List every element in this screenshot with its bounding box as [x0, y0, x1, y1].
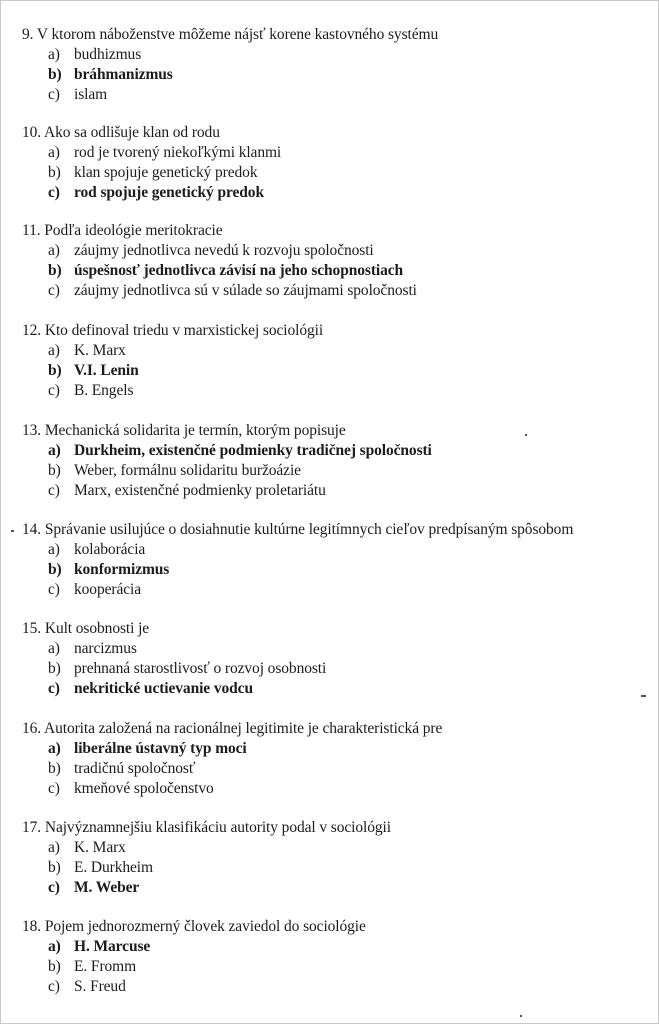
option-letter: b) [48, 660, 61, 677]
answer-option [48, 779, 214, 799]
option-letter: b) [48, 958, 61, 975]
answer-option-correct [48, 261, 403, 281]
option-letter: c) [48, 86, 60, 103]
answer-option [48, 540, 145, 560]
answer-option-correct [48, 65, 173, 85]
question-text: 10. Ako sa odlišuje klan od rodu [22, 124, 220, 141]
option-text: islam [74, 86, 108, 103]
option-letter: b) [48, 462, 61, 479]
option-letter: a) [48, 46, 60, 63]
option-text: V.I. Lenin [74, 362, 139, 379]
option-letter: a) [48, 242, 60, 259]
option-text: K. Marx [74, 839, 126, 856]
answer-option [48, 381, 133, 401]
answer-option [48, 659, 326, 679]
question-text: 11. Podľa ideológie meritokracie [22, 222, 223, 239]
option-letter: c) [48, 680, 60, 697]
option-text: Weber, formálnu solidaritu buržoázie [74, 462, 301, 479]
option-letter: b) [48, 66, 62, 83]
option-text: klan spojuje genetický predok [74, 164, 258, 181]
answer-option-correct [48, 183, 264, 203]
answer-option [48, 85, 107, 105]
option-text: záujmy jednotlivca nevedú k rozvoju spoločnosti [74, 242, 374, 259]
option-letter: a) [48, 144, 60, 161]
question-text: 18. Pojem jednorozmerný človek zaviedol do sociológie [22, 918, 366, 935]
option-letter: c) [48, 184, 60, 201]
option-text: liberálne ústavný typ moci [74, 740, 247, 757]
question-text: 16. Autorita založená na racionálnej legitimite je charakteristická pre [22, 720, 443, 737]
answer-option [48, 341, 126, 361]
answer-option [48, 481, 326, 501]
option-letter: c) [48, 879, 60, 896]
answer-option-correct [48, 441, 432, 461]
answer-option [48, 838, 126, 858]
option-letter: a) [48, 342, 60, 359]
scan-speck [11, 530, 14, 532]
answer-option [48, 163, 257, 183]
option-text: tradičnú spoločnosť [74, 760, 196, 777]
answer-option-correct [48, 361, 139, 381]
option-letter: a) [48, 442, 61, 459]
option-text: rod spojuje genetický predok [74, 184, 264, 201]
option-letter: a) [48, 839, 60, 856]
answer-option [48, 639, 137, 659]
option-letter: c) [48, 482, 60, 499]
question-text: 9. V ktorom náboženstve môžeme nájsť korene kastovného systému [22, 26, 439, 43]
option-text: B. Engels [74, 382, 134, 399]
option-text: bráhmanizmus [74, 66, 173, 83]
answer-option [48, 858, 153, 878]
scan-speck [520, 1015, 522, 1017]
answer-option [48, 241, 374, 261]
option-text: budhizmus [74, 46, 142, 63]
answer-option [48, 977, 126, 997]
option-text: Marx, existenčné podmienky proletariátu [74, 482, 326, 499]
option-letter: b) [48, 760, 61, 777]
question-text: 17. Najvýznamnejšiu klasifikáciu autority podal v sociológii [22, 819, 391, 836]
answer-option-correct [48, 679, 253, 699]
answer-option [48, 580, 141, 600]
option-text: M. Weber [74, 879, 140, 896]
answer-option [48, 143, 281, 163]
option-letter: c) [48, 780, 60, 797]
answer-option [48, 957, 136, 977]
option-letter: a) [48, 740, 61, 757]
option-letter: b) [48, 262, 62, 279]
option-text: E. Fromm [74, 958, 137, 975]
question-text: 13. Mechanická solidarita je termín, ktorým popisuje [22, 422, 346, 439]
option-letter: b) [48, 561, 62, 578]
answer-option-correct [48, 560, 169, 580]
option-text: kmeňové spoločenstvo [74, 780, 214, 797]
option-letter: c) [48, 382, 60, 399]
option-letter: c) [48, 978, 60, 995]
option-text: úspešnosť jednotlivca závisí na jeho schopnostiach [74, 262, 404, 279]
option-text: S. Freud [74, 978, 126, 995]
option-letter: a) [48, 640, 60, 657]
answer-option [48, 461, 301, 481]
option-text: záujmy jednotlivca sú v súlade so záujmami spoločnosti [74, 282, 417, 299]
question-text: 14. Správanie usilujúce o dosiahnutie kultúrne legitímnych cieľov predpísaným spôsobom [22, 521, 574, 538]
option-letter: a) [48, 938, 61, 955]
option-text: rod je tvorený niekoľkými klanmi [74, 144, 282, 161]
option-text: kolaborácia [74, 541, 146, 558]
answer-option-correct [48, 878, 139, 898]
answer-option [48, 759, 195, 779]
option-text: H. Marcuse [74, 938, 151, 955]
option-text: narcizmus [74, 640, 137, 657]
answer-option-correct [48, 739, 247, 759]
question-text: 15. Kult osobnosti je [22, 620, 150, 637]
option-letter: c) [48, 581, 60, 598]
scan-speck [641, 695, 646, 697]
scan-speck [525, 434, 527, 436]
option-text: E. Durkheim [74, 859, 153, 876]
option-text: konformizmus [74, 561, 170, 578]
option-letter: b) [48, 164, 61, 181]
option-letter: c) [48, 282, 60, 299]
option-letter: b) [48, 859, 61, 876]
option-text: nekritické uctievanie vodcu [74, 680, 253, 697]
answer-option-correct [48, 937, 150, 957]
answer-option [48, 281, 417, 301]
option-text: Durkheim, existenčné podmienky tradičnej spoločnosti [74, 442, 432, 459]
option-letter: b) [48, 362, 62, 379]
answer-option [48, 45, 141, 65]
option-text: K. Marx [74, 342, 126, 359]
question-text: 12. Kto definoval triedu v marxistickej sociológii [22, 322, 324, 339]
option-text: kooperácia [74, 581, 141, 598]
option-text: prehnaná starostlivosť o rozvoj osobnosti [74, 660, 327, 677]
option-letter: a) [48, 541, 60, 558]
